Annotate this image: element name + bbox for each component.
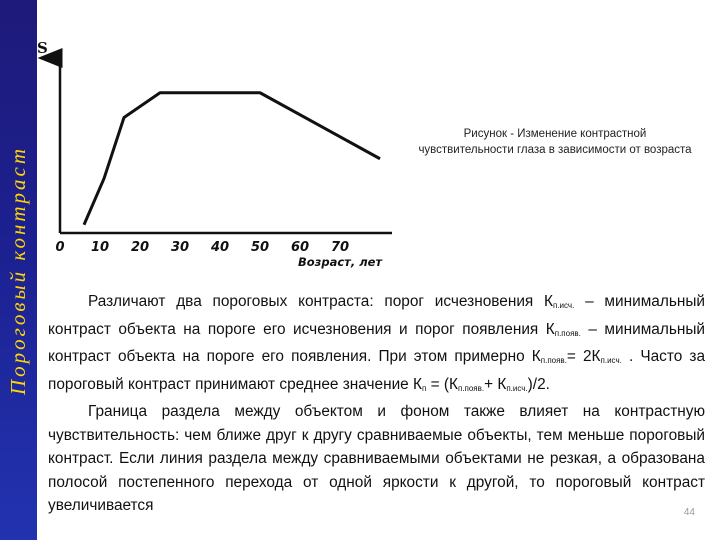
- side-title-text: Пороговый контраст: [6, 145, 31, 395]
- x-tick-label: 0: [55, 240, 65, 255]
- x-tick-label: 10: [90, 240, 110, 255]
- x-tick-label: 70: [330, 240, 350, 255]
- page-number: 44: [683, 507, 695, 518]
- x-tick-labels: [55, 240, 349, 255]
- x-tick-label: 30: [170, 240, 190, 255]
- x-axis-label: Возраст, лет: [298, 255, 383, 269]
- side-title: [0, 0, 37, 540]
- paragraph-1: Различают два пороговых контраста: порог исчезновения $К_{п.исч.}$ – минимальный контраст объекта на пороге его исчезновения и порог появления $К_{п.появ.}$ – минимальный контраст объекта на пороге его появления. При этом примерно $К_{п.появ.}= 2К_{п.исч.}$ . Часто за пороговый контраст принимают среднее значение $К_п = (К_{п.появ.}+ К_{п.исч.})/2$.: [48, 293, 706, 393]
- data-series-line: [84, 93, 380, 225]
- paragraph-2: Граница раздела между объектом и фоном также влияет на контрастную чувствительность: чем ближе друг к другу сравниваемые объекты, тем меньше пороговый контраст. Если линия раздела между сравниваемыми объектами не резкая, а образована полосой постепенного перехода от одной яркости к другой, то пороговый контраст увеличивается: [48, 403, 705, 514]
- x-tick-label: 50: [250, 240, 270, 255]
- chart-svg: [37, 30, 420, 275]
- x-tick-label: 60: [290, 240, 310, 255]
- y-axis-label: S: [37, 39, 48, 57]
- x-tick-label: 40: [210, 240, 230, 255]
- figure-caption: Рисунок - Изменение контрастной чувствительности глаза в зависимости от возраста: [418, 128, 692, 156]
- body-text: [48, 290, 705, 518]
- chart: [37, 30, 420, 275]
- x-tick-label: 20: [130, 240, 150, 255]
